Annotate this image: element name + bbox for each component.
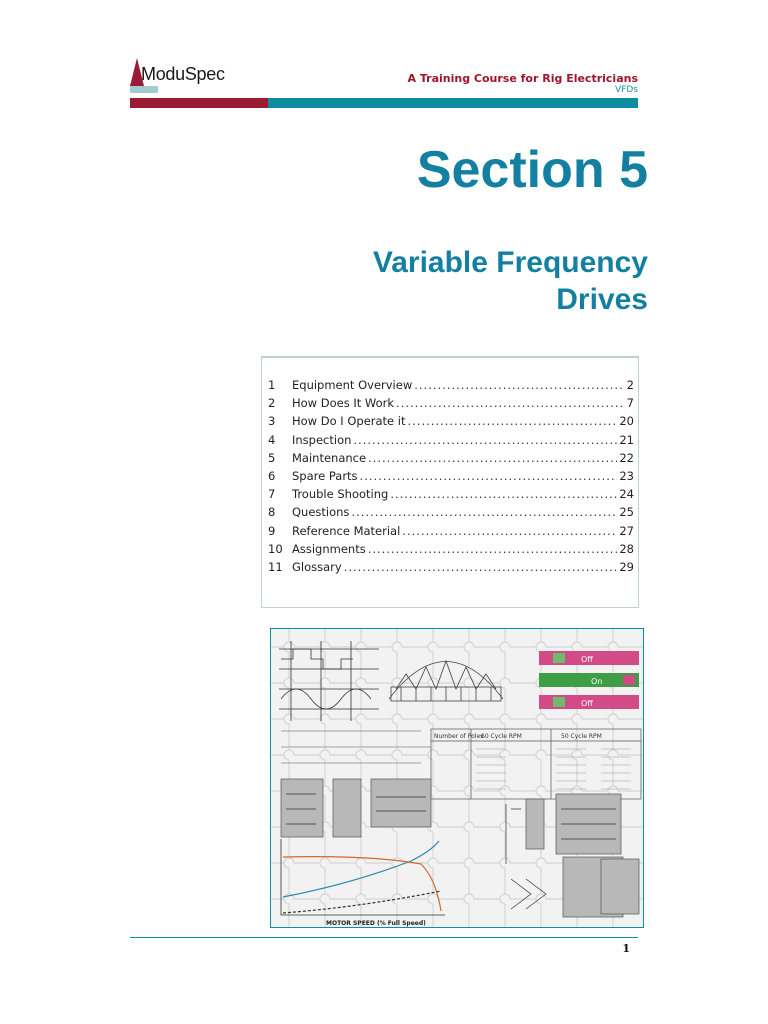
toc-item-page: 21 bbox=[619, 432, 634, 447]
toc-item-page: 7 bbox=[626, 396, 634, 411]
toc-item-leader bbox=[368, 542, 618, 556]
motor-speed-caption: MOTOR SPEED (% Full Speed) bbox=[326, 920, 426, 927]
header-rule-teal bbox=[268, 98, 638, 108]
indicator-label-3: Off bbox=[581, 699, 593, 708]
page-number: 1 bbox=[622, 942, 630, 955]
toc-item-number: 8 bbox=[268, 505, 276, 520]
toc-item-number: 9 bbox=[268, 523, 276, 538]
toc-item-title: Glossary bbox=[292, 559, 342, 574]
toc-item-number: 5 bbox=[268, 450, 276, 465]
toc-item-page: 28 bbox=[619, 541, 634, 556]
toc-item-leader bbox=[344, 560, 618, 574]
toc-item-title: Reference Material bbox=[292, 523, 401, 538]
toc-item-title: Assignments bbox=[292, 541, 366, 556]
toc-item-leader bbox=[402, 524, 617, 538]
toc-item-title: Equipment Overview bbox=[292, 378, 413, 392]
indicator-label-2: On bbox=[591, 677, 603, 686]
section-subtitle bbox=[228, 244, 648, 318]
indicator-label-1: Off bbox=[581, 655, 593, 664]
toc-item-title: Maintenance bbox=[292, 450, 367, 465]
table-header-50: 50 Cycle RPM bbox=[561, 733, 602, 740]
toc-item[interactable] bbox=[268, 378, 634, 396]
toc-item-page: 27 bbox=[619, 523, 634, 538]
toc-item-leader bbox=[396, 396, 625, 410]
toc-item-title: Trouble Shooting bbox=[292, 487, 389, 502]
table-of-contents bbox=[261, 356, 639, 608]
toc-item-leader bbox=[414, 378, 624, 392]
toc-item[interactable] bbox=[268, 396, 634, 414]
toc-item[interactable] bbox=[268, 524, 634, 542]
toc-item-number: 1 bbox=[268, 378, 276, 392]
toc-item[interactable] bbox=[268, 469, 634, 487]
toc-item[interactable] bbox=[268, 505, 634, 523]
course-subtitle: VFDs bbox=[615, 85, 638, 95]
toc-item-page: 29 bbox=[619, 559, 634, 574]
toc-item[interactable] bbox=[268, 560, 634, 578]
vfd-collage-figure bbox=[270, 628, 644, 928]
logo-bar bbox=[130, 86, 158, 93]
toc-item-number: 7 bbox=[268, 487, 276, 502]
toc-item-title: Spare Parts bbox=[292, 468, 358, 483]
toc-item-page: 22 bbox=[619, 450, 634, 465]
toc-item-title: How Does It Work bbox=[292, 396, 395, 411]
toc-item-title: Inspection bbox=[292, 432, 352, 447]
toc-item-leader bbox=[368, 451, 617, 465]
toc-item-number: 3 bbox=[268, 414, 276, 429]
toc-item-page: 25 bbox=[619, 505, 634, 520]
course-title: A Training Course for Rig Electricians bbox=[407, 72, 638, 85]
toc-item-page: 2 bbox=[626, 378, 634, 392]
toc-item[interactable] bbox=[268, 451, 634, 469]
toc-item-title: Questions bbox=[292, 505, 350, 520]
toc-item-number: 10 bbox=[268, 541, 283, 556]
header-rule-red bbox=[130, 98, 268, 108]
toc-item[interactable] bbox=[268, 414, 634, 432]
toc-item-leader bbox=[360, 469, 618, 483]
toc-item-leader bbox=[353, 433, 617, 447]
toc-item-number: 4 bbox=[268, 432, 276, 447]
section-subtitle-line1: Variable Frequency bbox=[372, 246, 648, 279]
toc-item-page: 24 bbox=[619, 487, 634, 502]
toc-item[interactable] bbox=[268, 487, 634, 505]
vfd-collage-image bbox=[271, 629, 644, 928]
toc-item-number: 11 bbox=[268, 559, 283, 574]
table-header-poles: Number of Poles bbox=[434, 733, 484, 740]
toc-item-leader bbox=[407, 414, 617, 428]
toc-list bbox=[268, 378, 634, 578]
toc-item-leader bbox=[390, 487, 617, 501]
logo-text: ModuSpec bbox=[141, 64, 225, 84]
section-title: Section 5 bbox=[416, 141, 648, 199]
table-header-60: 60 Cycle RPM bbox=[481, 733, 522, 740]
toc-item[interactable] bbox=[268, 433, 634, 451]
section-subtitle-line2: Drives bbox=[556, 283, 648, 316]
toc-item-number: 2 bbox=[268, 396, 276, 411]
toc-item-page: 20 bbox=[619, 414, 634, 429]
toc-item-page: 23 bbox=[619, 468, 634, 483]
moduspec-logo bbox=[130, 56, 240, 98]
toc-item-title: How Do I Operate it bbox=[292, 414, 406, 429]
toc-item[interactable] bbox=[268, 542, 634, 560]
footer-rule bbox=[130, 937, 638, 938]
toc-item-leader bbox=[351, 505, 617, 519]
toc-item-number: 6 bbox=[268, 468, 276, 483]
